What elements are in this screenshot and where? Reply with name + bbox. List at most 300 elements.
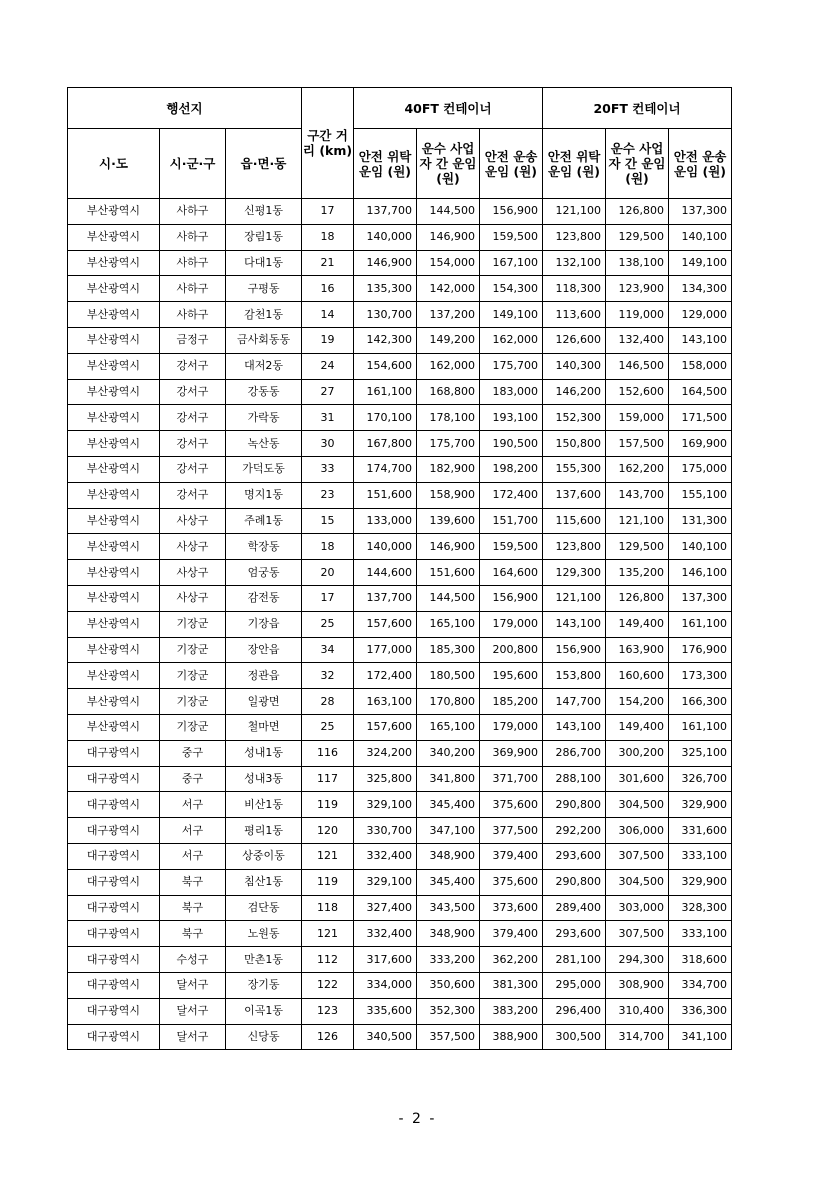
ft40-carrier-fare-cell: 333,200 (417, 947, 480, 973)
table-row (68, 766, 732, 792)
sido-cell: 부산광역시 (68, 637, 160, 663)
sido-cell: 부산광역시 (68, 585, 160, 611)
sido-cell: 부산광역시 (68, 611, 160, 637)
ft20-carrier-fare-cell: 157,500 (606, 431, 669, 457)
ft40-safe-transport-cell: 388,900 (480, 1024, 543, 1050)
ft40-safe-consign-cell: 161,100 (354, 379, 417, 405)
ft40-safe-consign-cell: 140,000 (354, 224, 417, 250)
distance-cell: 119 (302, 792, 354, 818)
ft40-safe-transport-cell: 381,300 (480, 972, 543, 998)
ft20-safe-transport-cell: 326,700 (669, 766, 732, 792)
ft20-safe-consign-cell: 295,000 (543, 972, 606, 998)
ft20-safe-consign-cell: 143,100 (543, 714, 606, 740)
ft40-carrier-fare-cell: 154,000 (417, 250, 480, 276)
ft40-carrier-fare-cell: 185,300 (417, 637, 480, 663)
sigungu-cell: 서구 (160, 843, 226, 869)
ft40-safe-consign-cell: 174,700 (354, 456, 417, 482)
ft40-safe-consign-cell: 130,700 (354, 302, 417, 328)
sigungu-cell: 북구 (160, 895, 226, 921)
distance-cell: 118 (302, 895, 354, 921)
distance-cell: 15 (302, 508, 354, 534)
sigungu-cell: 서구 (160, 792, 226, 818)
distance-cell: 27 (302, 379, 354, 405)
ft40-safe-consign-cell: 133,000 (354, 508, 417, 534)
sido-cell: 부산광역시 (68, 379, 160, 405)
table-row (68, 534, 732, 560)
distance-cell: 14 (302, 302, 354, 328)
table-row (68, 921, 732, 947)
dong-cell: 강동동 (226, 379, 302, 405)
ft20-safe-transport-cell: 329,900 (669, 869, 732, 895)
header-20ft-carrier-fare: 운수 사업자 간 운임 (원) (606, 129, 669, 199)
sido-cell: 대구광역시 (68, 921, 160, 947)
sigungu-cell: 서구 (160, 818, 226, 844)
table-row (68, 508, 732, 534)
ft20-safe-transport-cell: 333,100 (669, 843, 732, 869)
ft40-carrier-fare-cell: 347,100 (417, 818, 480, 844)
dong-cell: 만촌1동 (226, 947, 302, 973)
sigungu-cell: 사하구 (160, 199, 226, 225)
ft20-carrier-fare-cell: 159,000 (606, 405, 669, 431)
ft20-safe-consign-cell: 293,600 (543, 843, 606, 869)
sido-cell: 부산광역시 (68, 689, 160, 715)
sigungu-cell: 기장군 (160, 714, 226, 740)
ft40-safe-transport-cell: 172,400 (480, 482, 543, 508)
dong-cell: 성내1동 (226, 740, 302, 766)
ft40-safe-consign-cell: 140,000 (354, 534, 417, 560)
ft20-carrier-fare-cell: 132,400 (606, 327, 669, 353)
ft20-safe-transport-cell: 328,300 (669, 895, 732, 921)
header-eupmyeondong: 읍·면·동 (226, 129, 302, 199)
ft40-safe-transport-cell: 179,000 (480, 611, 543, 637)
ft40-safe-transport-cell: 154,300 (480, 276, 543, 302)
ft40-safe-transport-cell: 375,600 (480, 792, 543, 818)
ft20-safe-transport-cell: 161,100 (669, 714, 732, 740)
distance-cell: 18 (302, 224, 354, 250)
dong-cell: 대저2동 (226, 353, 302, 379)
dong-cell: 비산1동 (226, 792, 302, 818)
header-distance: 구간 거리 (km) (302, 88, 354, 199)
ft40-safe-transport-cell: 156,900 (480, 585, 543, 611)
sido-cell: 부산광역시 (68, 353, 160, 379)
table-row (68, 714, 732, 740)
freight-rate-table (67, 87, 732, 1050)
dong-cell: 일광면 (226, 689, 302, 715)
ft20-carrier-fare-cell: 126,800 (606, 199, 669, 225)
header-sigungu: 시·군·구 (160, 129, 226, 199)
ft20-safe-transport-cell: 173,300 (669, 663, 732, 689)
ft20-safe-transport-cell: 158,000 (669, 353, 732, 379)
table-row (68, 663, 732, 689)
ft40-carrier-fare-cell: 149,200 (417, 327, 480, 353)
table-row (68, 740, 732, 766)
ft40-safe-transport-cell: 175,700 (480, 353, 543, 379)
ft20-safe-transport-cell: 134,300 (669, 276, 732, 302)
ft40-safe-transport-cell: 371,700 (480, 766, 543, 792)
sigungu-cell: 중구 (160, 766, 226, 792)
distance-cell: 20 (302, 560, 354, 586)
header-40ft: 40FT 컨테이너 (354, 88, 543, 129)
ft20-carrier-fare-cell: 123,900 (606, 276, 669, 302)
distance-cell: 116 (302, 740, 354, 766)
ft20-safe-transport-cell: 146,100 (669, 560, 732, 586)
ft20-safe-consign-cell: 113,600 (543, 302, 606, 328)
ft20-safe-consign-cell: 152,300 (543, 405, 606, 431)
ft40-safe-transport-cell: 156,900 (480, 199, 543, 225)
table-row (68, 456, 732, 482)
ft20-carrier-fare-cell: 304,500 (606, 869, 669, 895)
sigungu-cell: 사하구 (160, 224, 226, 250)
ft20-carrier-fare-cell: 143,700 (606, 482, 669, 508)
ft40-safe-transport-cell: 369,900 (480, 740, 543, 766)
sido-cell: 부산광역시 (68, 714, 160, 740)
ft40-safe-transport-cell: 377,500 (480, 818, 543, 844)
dong-cell: 장안읍 (226, 637, 302, 663)
distance-cell: 33 (302, 456, 354, 482)
ft20-safe-transport-cell: 336,300 (669, 998, 732, 1024)
table-row (68, 818, 732, 844)
ft20-safe-transport-cell: 137,300 (669, 199, 732, 225)
header-40ft-safe-transport: 안전 운송 운임 (원) (480, 129, 543, 199)
ft20-safe-transport-cell: 129,000 (669, 302, 732, 328)
ft40-safe-consign-cell: 340,500 (354, 1024, 417, 1050)
header-20ft-safe-consign: 안전 위탁 운임 (원) (543, 129, 606, 199)
sido-cell: 대구광역시 (68, 818, 160, 844)
table-row (68, 224, 732, 250)
ft20-safe-transport-cell: 169,900 (669, 431, 732, 457)
ft20-safe-transport-cell: 329,900 (669, 792, 732, 818)
sido-cell: 부산광역시 (68, 302, 160, 328)
table-row (68, 843, 732, 869)
ft20-carrier-fare-cell: 304,500 (606, 792, 669, 818)
sigungu-cell: 달서구 (160, 1024, 226, 1050)
ft20-carrier-fare-cell: 163,900 (606, 637, 669, 663)
distance-cell: 25 (302, 714, 354, 740)
distance-cell: 25 (302, 611, 354, 637)
ft20-safe-consign-cell: 121,100 (543, 585, 606, 611)
ft20-carrier-fare-cell: 149,400 (606, 714, 669, 740)
dong-cell: 신당동 (226, 1024, 302, 1050)
ft20-safe-consign-cell: 123,800 (543, 224, 606, 250)
table-row (68, 947, 732, 973)
ft40-safe-transport-cell: 151,700 (480, 508, 543, 534)
ft20-carrier-fare-cell: 303,000 (606, 895, 669, 921)
sido-cell: 부산광역시 (68, 250, 160, 276)
ft20-safe-transport-cell: 333,100 (669, 921, 732, 947)
table-row (68, 869, 732, 895)
ft20-safe-consign-cell: 281,100 (543, 947, 606, 973)
ft40-carrier-fare-cell: 170,800 (417, 689, 480, 715)
ft40-safe-consign-cell: 157,600 (354, 714, 417, 740)
sido-cell: 부산광역시 (68, 224, 160, 250)
ft20-safe-consign-cell: 126,600 (543, 327, 606, 353)
ft40-safe-consign-cell: 334,000 (354, 972, 417, 998)
table-row (68, 689, 732, 715)
dong-cell: 철마면 (226, 714, 302, 740)
ft20-carrier-fare-cell: 310,400 (606, 998, 669, 1024)
ft20-safe-consign-cell: 147,700 (543, 689, 606, 715)
ft40-carrier-fare-cell: 158,900 (417, 482, 480, 508)
distance-cell: 121 (302, 921, 354, 947)
dong-cell: 학장동 (226, 534, 302, 560)
page-number: - 2 - (398, 1111, 437, 1127)
sido-cell: 부산광역시 (68, 456, 160, 482)
sido-cell: 부산광역시 (68, 327, 160, 353)
ft40-carrier-fare-cell: 357,500 (417, 1024, 480, 1050)
ft40-safe-consign-cell: 332,400 (354, 843, 417, 869)
ft20-safe-consign-cell: 143,100 (543, 611, 606, 637)
table-body (68, 199, 732, 1050)
dong-cell: 노원동 (226, 921, 302, 947)
ft40-safe-consign-cell: 177,000 (354, 637, 417, 663)
ft20-safe-consign-cell: 292,200 (543, 818, 606, 844)
sigungu-cell: 사하구 (160, 302, 226, 328)
ft20-carrier-fare-cell: 138,100 (606, 250, 669, 276)
dong-cell: 구평동 (226, 276, 302, 302)
ft20-safe-consign-cell: 290,800 (543, 792, 606, 818)
dong-cell: 상중이동 (226, 843, 302, 869)
dong-cell: 장기동 (226, 972, 302, 998)
distance-cell: 30 (302, 431, 354, 457)
ft40-safe-consign-cell: 151,600 (354, 482, 417, 508)
ft40-safe-consign-cell: 172,400 (354, 663, 417, 689)
sigungu-cell: 사상구 (160, 508, 226, 534)
ft40-carrier-fare-cell: 137,200 (417, 302, 480, 328)
ft20-safe-consign-cell: 156,900 (543, 637, 606, 663)
sigungu-cell: 강서구 (160, 456, 226, 482)
sido-cell: 부산광역시 (68, 534, 160, 560)
ft40-carrier-fare-cell: 144,500 (417, 199, 480, 225)
sido-cell: 대구광역시 (68, 869, 160, 895)
table-row (68, 405, 732, 431)
dong-cell: 주례1동 (226, 508, 302, 534)
ft40-safe-consign-cell: 327,400 (354, 895, 417, 921)
dong-cell: 가덕도동 (226, 456, 302, 482)
ft20-safe-transport-cell: 171,500 (669, 405, 732, 431)
ft40-carrier-fare-cell: 139,600 (417, 508, 480, 534)
sigungu-cell: 사상구 (160, 534, 226, 560)
distance-cell: 28 (302, 689, 354, 715)
ft40-carrier-fare-cell: 343,500 (417, 895, 480, 921)
sido-cell: 부산광역시 (68, 508, 160, 534)
ft20-safe-consign-cell: 288,100 (543, 766, 606, 792)
sigungu-cell: 달서구 (160, 998, 226, 1024)
ft40-safe-consign-cell: 157,600 (354, 611, 417, 637)
table-row (68, 1024, 732, 1050)
ft40-safe-transport-cell: 183,000 (480, 379, 543, 405)
sigungu-cell: 사하구 (160, 250, 226, 276)
sigungu-cell: 강서구 (160, 431, 226, 457)
dong-cell: 신평1동 (226, 199, 302, 225)
distance-cell: 24 (302, 353, 354, 379)
ft20-safe-consign-cell: 300,500 (543, 1024, 606, 1050)
ft20-carrier-fare-cell: 300,200 (606, 740, 669, 766)
table-row (68, 199, 732, 225)
table-row (68, 431, 732, 457)
ft20-safe-consign-cell: 293,600 (543, 921, 606, 947)
table-row (68, 611, 732, 637)
distance-cell: 121 (302, 843, 354, 869)
ft20-safe-transport-cell: 318,600 (669, 947, 732, 973)
sigungu-cell: 사하구 (160, 276, 226, 302)
ft40-safe-transport-cell: 195,600 (480, 663, 543, 689)
ft40-safe-consign-cell: 135,300 (354, 276, 417, 302)
sigungu-cell: 중구 (160, 740, 226, 766)
ft40-carrier-fare-cell: 348,900 (417, 921, 480, 947)
sigungu-cell: 강서구 (160, 405, 226, 431)
ft20-safe-consign-cell: 118,300 (543, 276, 606, 302)
distance-cell: 21 (302, 250, 354, 276)
ft40-safe-consign-cell: 137,700 (354, 199, 417, 225)
ft40-carrier-fare-cell: 345,400 (417, 792, 480, 818)
ft20-safe-transport-cell: 334,700 (669, 972, 732, 998)
ft20-carrier-fare-cell: 149,400 (606, 611, 669, 637)
ft40-safe-transport-cell: 193,100 (480, 405, 543, 431)
ft40-safe-transport-cell: 149,100 (480, 302, 543, 328)
ft20-safe-transport-cell: 325,100 (669, 740, 732, 766)
ft20-carrier-fare-cell: 129,500 (606, 224, 669, 250)
ft20-safe-transport-cell: 140,100 (669, 534, 732, 560)
ft20-carrier-fare-cell: 308,900 (606, 972, 669, 998)
header-20ft-safe-transport: 안전 운송 운임 (원) (669, 129, 732, 199)
ft20-safe-consign-cell: 296,400 (543, 998, 606, 1024)
ft20-carrier-fare-cell: 294,300 (606, 947, 669, 973)
ft20-carrier-fare-cell: 135,200 (606, 560, 669, 586)
dong-cell: 감천1동 (226, 302, 302, 328)
ft40-safe-consign-cell: 324,200 (354, 740, 417, 766)
ft20-safe-transport-cell: 143,100 (669, 327, 732, 353)
dong-cell: 정관읍 (226, 663, 302, 689)
distance-cell: 31 (302, 405, 354, 431)
ft20-carrier-fare-cell: 307,500 (606, 843, 669, 869)
header-destination: 행선지 (68, 88, 302, 129)
sido-cell: 부산광역시 (68, 663, 160, 689)
header-sido: 시·도 (68, 129, 160, 199)
ft40-carrier-fare-cell: 168,800 (417, 379, 480, 405)
dong-cell: 장림1동 (226, 224, 302, 250)
ft20-safe-transport-cell: 164,500 (669, 379, 732, 405)
sido-cell: 부산광역시 (68, 405, 160, 431)
ft40-carrier-fare-cell: 151,600 (417, 560, 480, 586)
ft20-safe-transport-cell: 131,300 (669, 508, 732, 534)
distance-cell: 16 (302, 276, 354, 302)
table-row (68, 379, 732, 405)
sigungu-cell: 강서구 (160, 482, 226, 508)
sido-cell: 대구광역시 (68, 740, 160, 766)
ft20-safe-consign-cell: 140,300 (543, 353, 606, 379)
ft20-safe-consign-cell: 129,300 (543, 560, 606, 586)
ft40-safe-transport-cell: 379,400 (480, 921, 543, 947)
ft40-safe-consign-cell: 142,300 (354, 327, 417, 353)
ft20-safe-transport-cell: 149,100 (669, 250, 732, 276)
ft20-safe-transport-cell: 176,900 (669, 637, 732, 663)
ft40-safe-transport-cell: 159,500 (480, 224, 543, 250)
distance-cell: 17 (302, 199, 354, 225)
distance-cell: 117 (302, 766, 354, 792)
ft40-safe-consign-cell: 144,600 (354, 560, 417, 586)
ft40-safe-transport-cell: 164,600 (480, 560, 543, 586)
ft40-carrier-fare-cell: 350,600 (417, 972, 480, 998)
ft40-carrier-fare-cell: 345,400 (417, 869, 480, 895)
ft40-carrier-fare-cell: 180,500 (417, 663, 480, 689)
sido-cell: 부산광역시 (68, 560, 160, 586)
ft40-safe-consign-cell: 146,900 (354, 250, 417, 276)
ft20-safe-consign-cell: 121,100 (543, 199, 606, 225)
ft40-safe-consign-cell: 137,700 (354, 585, 417, 611)
ft40-carrier-fare-cell: 144,500 (417, 585, 480, 611)
sido-cell: 대구광역시 (68, 947, 160, 973)
dong-cell: 감전동 (226, 585, 302, 611)
ft40-safe-consign-cell: 167,800 (354, 431, 417, 457)
table-row (68, 895, 732, 921)
table-row (68, 302, 732, 328)
header-40ft-safe-consign: 안전 위탁 운임 (원) (354, 129, 417, 199)
distance-cell: 17 (302, 585, 354, 611)
sigungu-cell: 기장군 (160, 689, 226, 715)
ft20-safe-consign-cell: 286,700 (543, 740, 606, 766)
sigungu-cell: 강서구 (160, 353, 226, 379)
dong-cell: 이곡1동 (226, 998, 302, 1024)
ft20-carrier-fare-cell: 121,100 (606, 508, 669, 534)
ft20-safe-consign-cell: 289,400 (543, 895, 606, 921)
ft40-safe-consign-cell: 329,100 (354, 869, 417, 895)
ft20-safe-consign-cell: 150,800 (543, 431, 606, 457)
ft20-carrier-fare-cell: 306,000 (606, 818, 669, 844)
ft40-carrier-fare-cell: 178,100 (417, 405, 480, 431)
ft40-safe-transport-cell: 159,500 (480, 534, 543, 560)
sigungu-cell: 북구 (160, 869, 226, 895)
ft40-safe-transport-cell: 383,200 (480, 998, 543, 1024)
table-row (68, 250, 732, 276)
dong-cell: 엄궁동 (226, 560, 302, 586)
table-row (68, 327, 732, 353)
ft20-carrier-fare-cell: 307,500 (606, 921, 669, 947)
ft20-safe-consign-cell: 132,100 (543, 250, 606, 276)
ft20-safe-transport-cell: 140,100 (669, 224, 732, 250)
ft40-carrier-fare-cell: 182,900 (417, 456, 480, 482)
ft40-safe-consign-cell: 170,100 (354, 405, 417, 431)
distance-cell: 112 (302, 947, 354, 973)
ft20-carrier-fare-cell: 146,500 (606, 353, 669, 379)
ft20-carrier-fare-cell: 152,600 (606, 379, 669, 405)
ft20-safe-consign-cell: 146,200 (543, 379, 606, 405)
sigungu-cell: 북구 (160, 921, 226, 947)
table-row (68, 998, 732, 1024)
distance-cell: 32 (302, 663, 354, 689)
dong-cell: 평리1동 (226, 818, 302, 844)
ft20-carrier-fare-cell: 129,500 (606, 534, 669, 560)
ft40-carrier-fare-cell: 142,000 (417, 276, 480, 302)
distance-cell: 126 (302, 1024, 354, 1050)
ft40-safe-transport-cell: 198,200 (480, 456, 543, 482)
dong-cell: 다대1동 (226, 250, 302, 276)
ft20-safe-transport-cell: 175,000 (669, 456, 732, 482)
table-row (68, 482, 732, 508)
ft40-carrier-fare-cell: 175,700 (417, 431, 480, 457)
ft20-carrier-fare-cell: 314,700 (606, 1024, 669, 1050)
ft20-safe-transport-cell: 155,100 (669, 482, 732, 508)
ft40-safe-consign-cell: 332,400 (354, 921, 417, 947)
header-20ft: 20FT 컨테이너 (543, 88, 732, 129)
ft40-carrier-fare-cell: 348,900 (417, 843, 480, 869)
ft40-carrier-fare-cell: 340,200 (417, 740, 480, 766)
sido-cell: 부산광역시 (68, 199, 160, 225)
ft20-safe-consign-cell: 137,600 (543, 482, 606, 508)
ft40-safe-transport-cell: 379,400 (480, 843, 543, 869)
sigungu-cell: 금정구 (160, 327, 226, 353)
distance-cell: 19 (302, 327, 354, 353)
sigungu-cell: 기장군 (160, 611, 226, 637)
